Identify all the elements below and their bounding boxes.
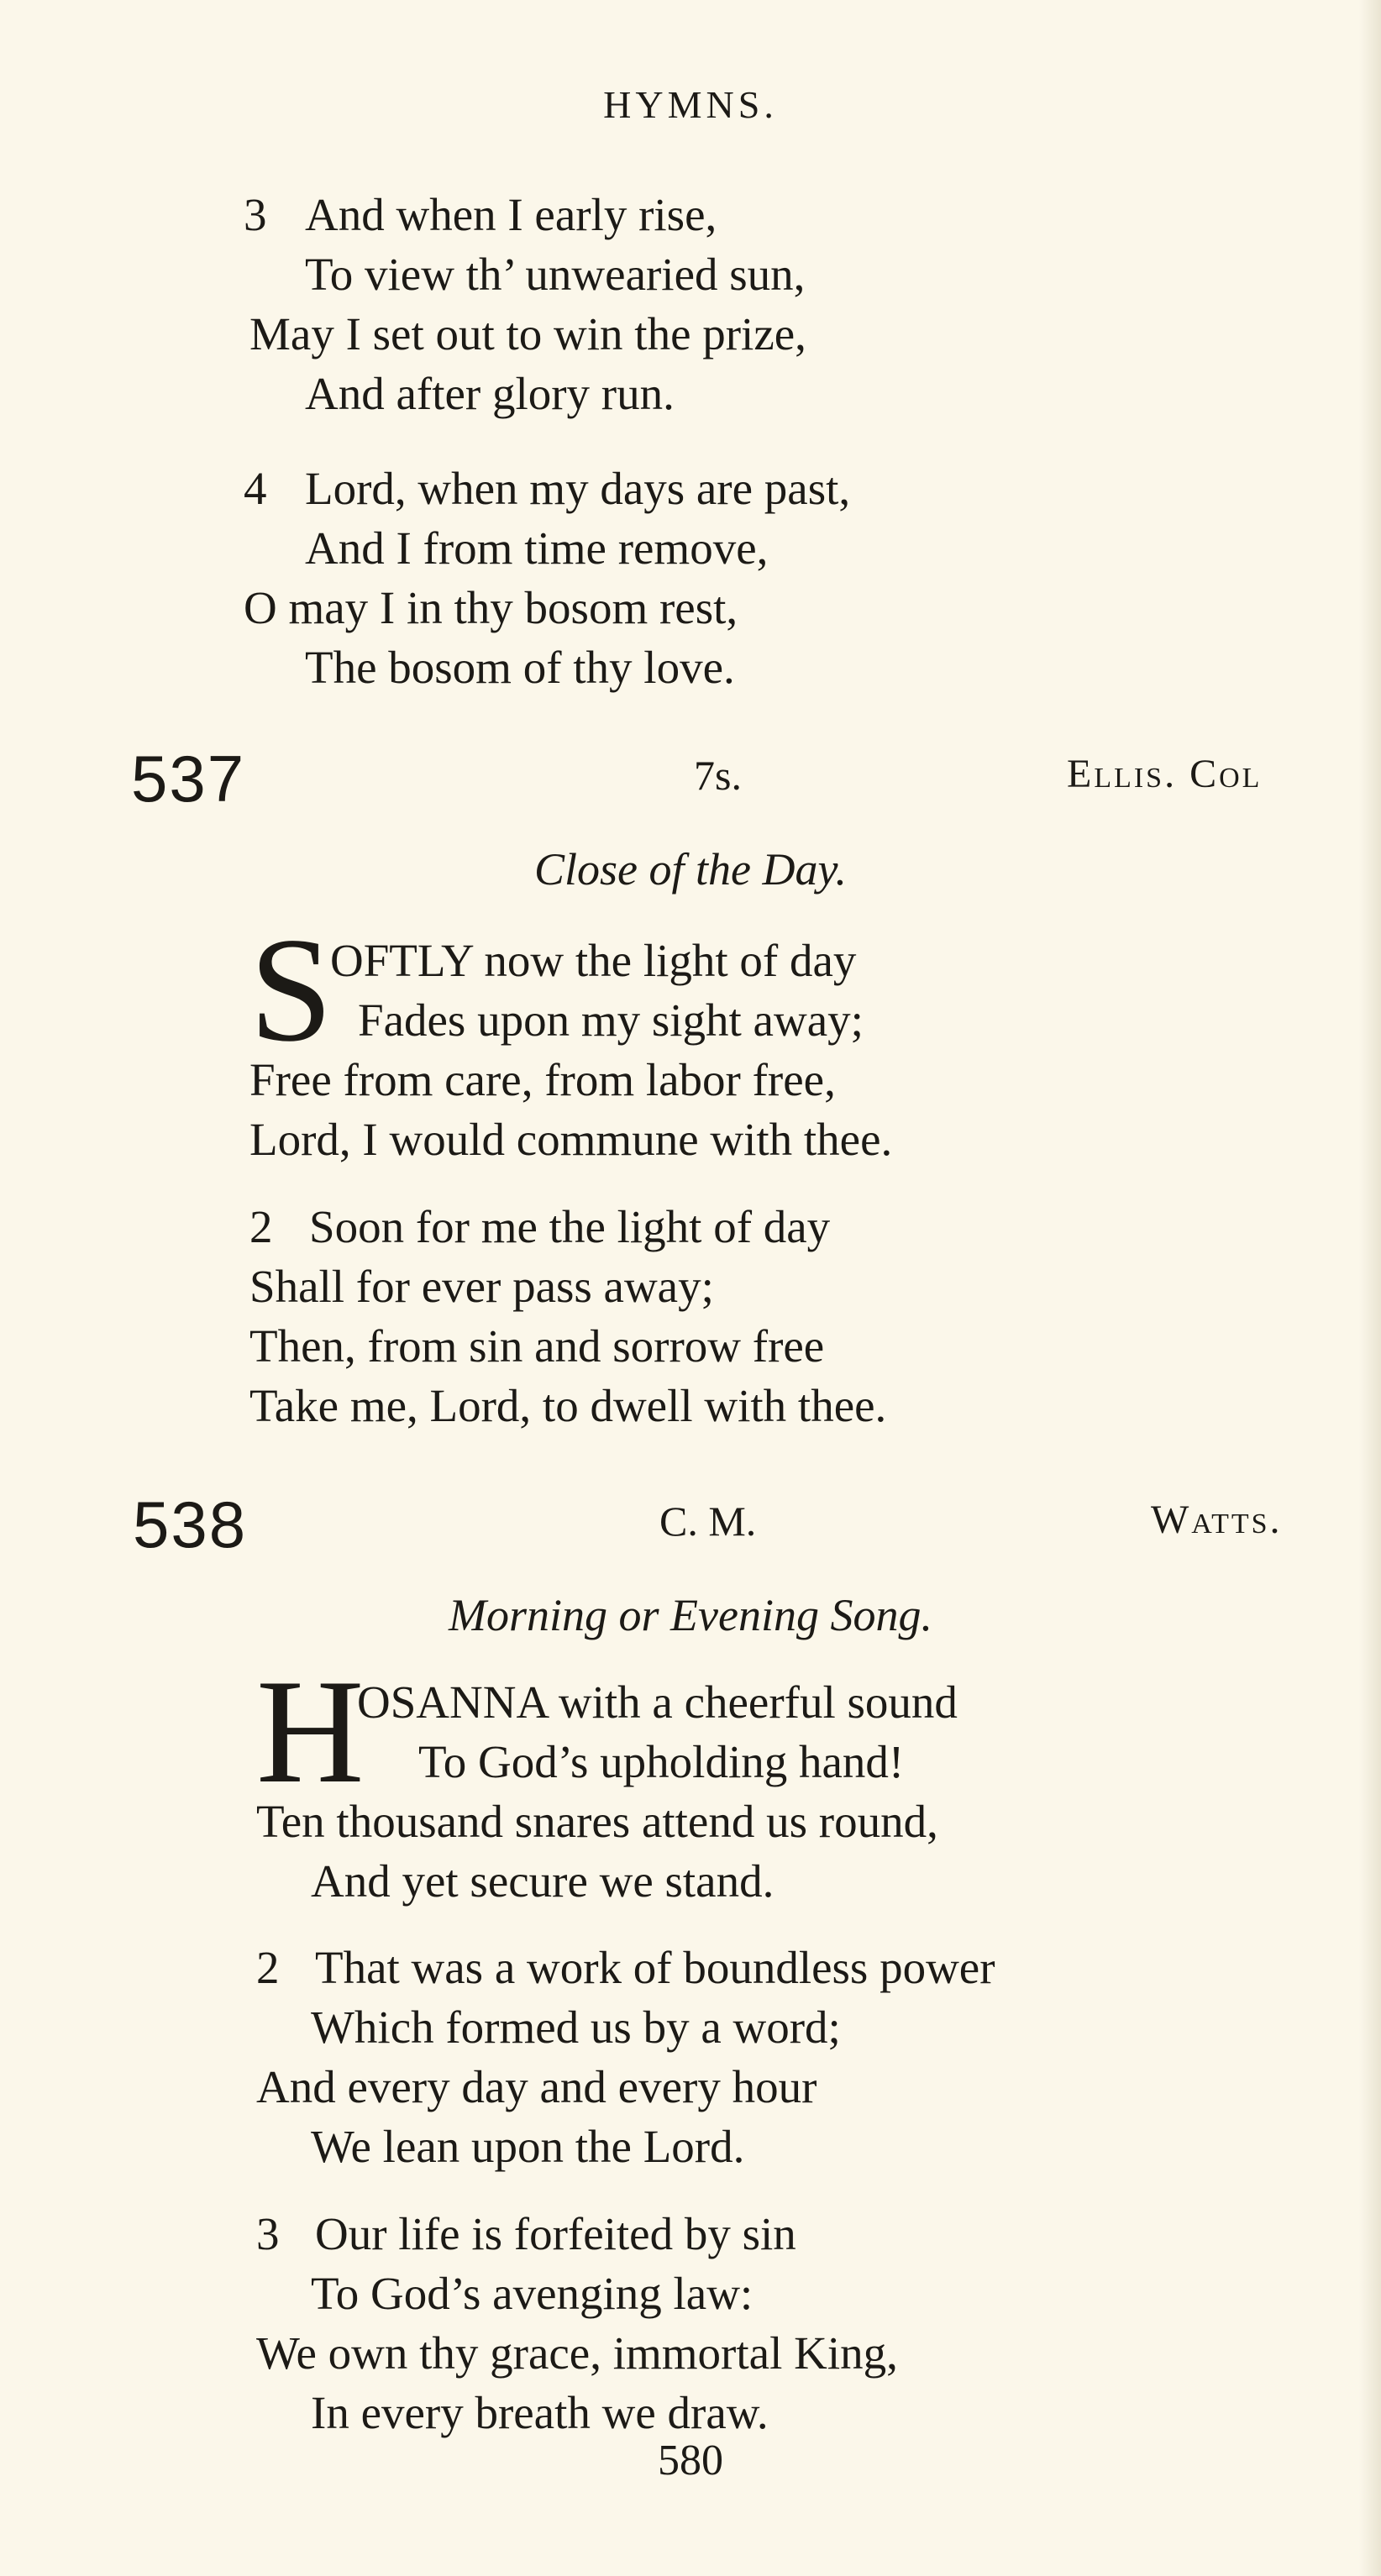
stanza-number: 2 [249, 1201, 273, 1252]
verse-line: And yet secure we stand. [311, 1855, 775, 1907]
verse-line: Take me, Lord, to dwell with thee. [249, 1380, 887, 1431]
verse-line: And every day and every hour [256, 2061, 817, 2112]
verse-line: May I set out to win the prize, [249, 308, 806, 359]
verse-line: To God’s upholding hand! [418, 1736, 905, 1787]
verse-line: Our life is forfeited by sin [315, 2208, 796, 2259]
hymn-title: Morning or Evening Song. [449, 1590, 932, 1640]
stanza-number: 3 [256, 2208, 280, 2259]
hymn-number: 537 [131, 742, 246, 816]
stanza-number: 3 [244, 189, 267, 240]
verse-line: Lord, I would commune with thee. [249, 1114, 893, 1165]
verse-line: Fades upon my sight away; [358, 994, 864, 1046]
verse-line: OSANNA with a cheerful sound [357, 1676, 958, 1728]
verse-line: To view th’ unwearied sun, [305, 249, 806, 300]
hymn-author: Watts. [1151, 1498, 1283, 1542]
verse-line: And after glory run. [305, 368, 675, 419]
drop-cap-letter: H [256, 1648, 365, 1814]
verse-line: Which formed us by a word; [311, 2002, 841, 2053]
verse-line: Free from care, from labor free, [249, 1054, 836, 1105]
page-edge-shadow [1359, 0, 1381, 2576]
hymn-meter: C. M. [659, 1498, 757, 1545]
verse-line: Soon for me the light of day [309, 1201, 831, 1252]
verse-line: The bosom of thy love. [305, 642, 735, 693]
verse-line: And when I early rise, [305, 189, 717, 240]
verse-line: OFTLY now the light of day [330, 935, 857, 986]
drop-cap-letter: S [249, 906, 333, 1073]
hymn-meter: 7s. [694, 752, 742, 799]
verse-line: To God’s avenging law: [311, 2268, 754, 2319]
verse-line: Lord, when my days are past, [305, 463, 851, 514]
stanza-number: 4 [244, 463, 267, 514]
hymn-author: Ellis. Col [1067, 752, 1263, 796]
page-number: 580 [658, 2437, 723, 2484]
verse-line: O may I in thy bosom rest, [244, 582, 738, 633]
verse-line: Shall for ever pass away; [249, 1261, 714, 1312]
running-head: HYMNS. [603, 83, 778, 126]
hymn-title: Close of the Day. [534, 844, 847, 895]
verse-line: We own thy grace, immortal King, [256, 2327, 898, 2379]
verse-line: In every breath we draw. [311, 2387, 769, 2438]
verse-line: That was a work of boundless power [315, 1942, 995, 1993]
verse-line: Then, from sin and sorrow free [249, 1320, 825, 1372]
verse-line: And I from time remove, [305, 522, 769, 574]
verse-line: Ten thousand snares attend us round, [256, 1796, 938, 1847]
stanza-number: 2 [256, 1942, 280, 1993]
verse-line: We lean upon the Lord. [311, 2121, 745, 2172]
hymn-number: 538 [133, 1487, 248, 1561]
